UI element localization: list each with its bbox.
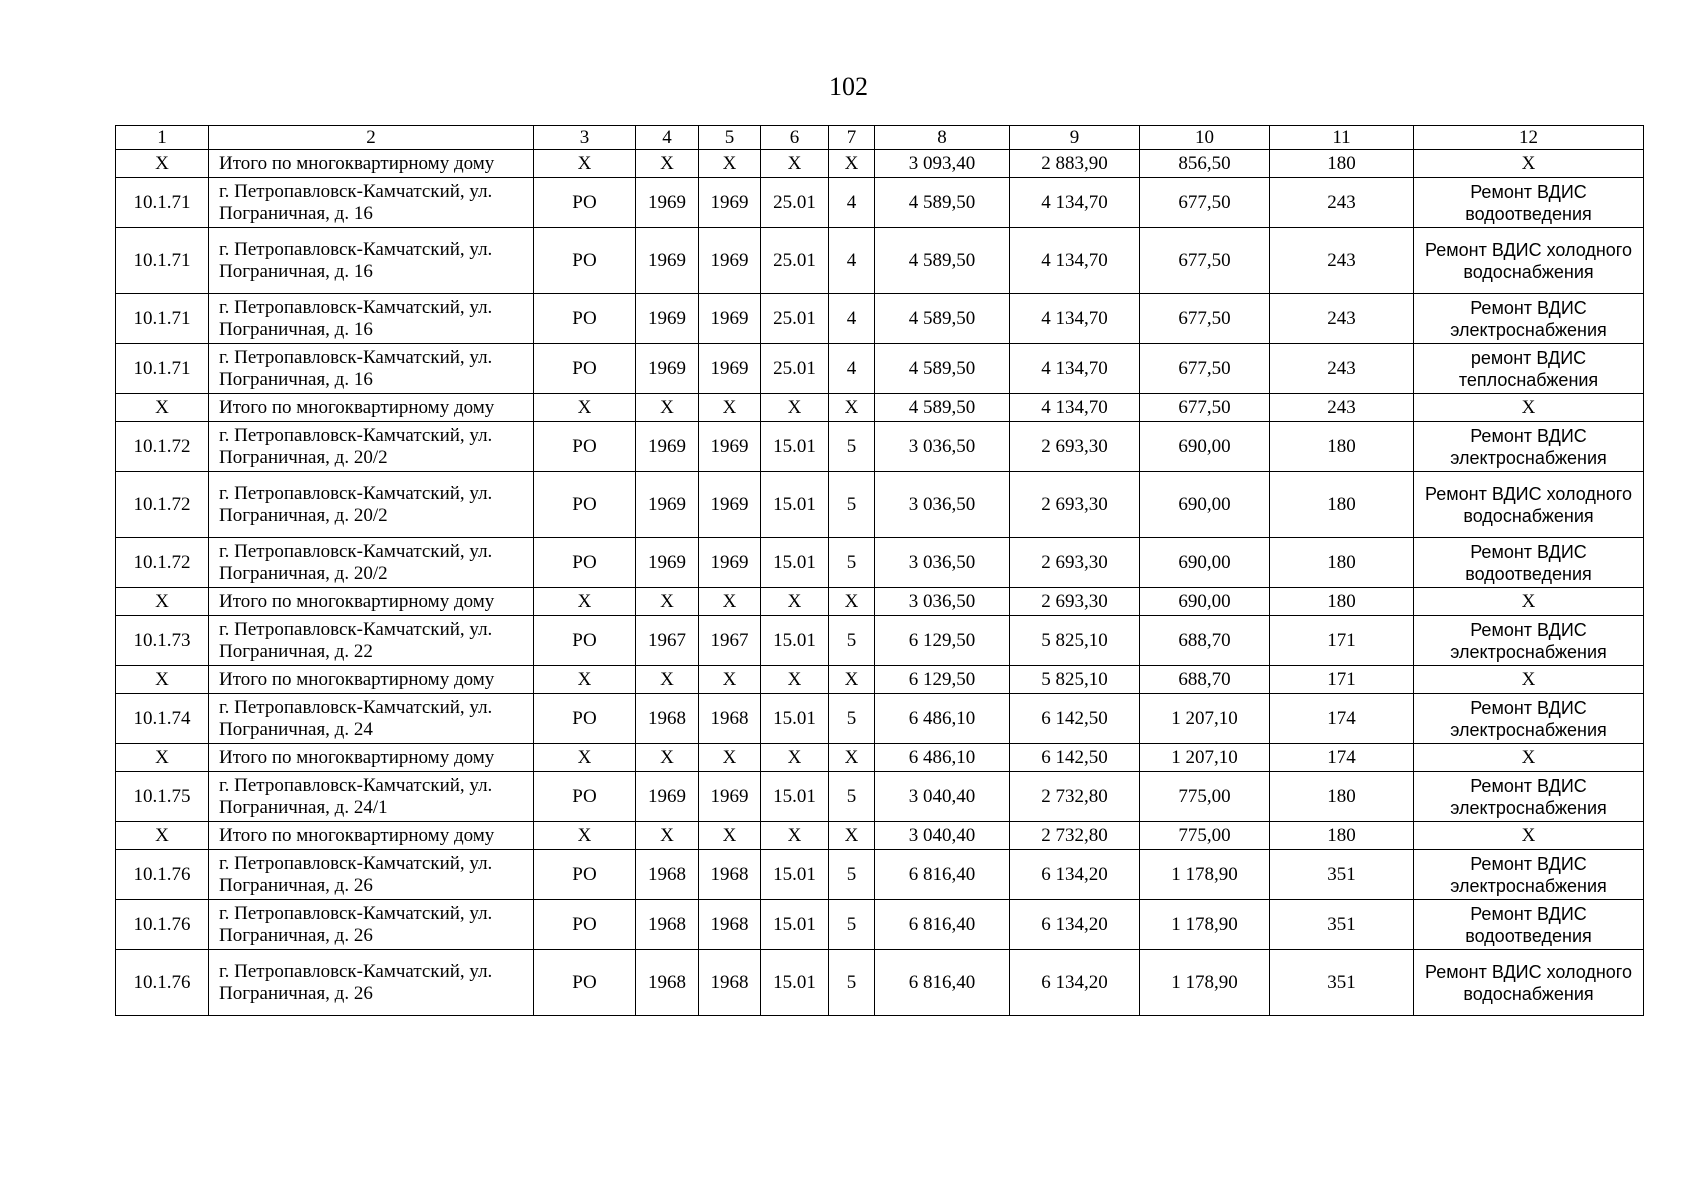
total-label: Итого по многоквартирному дому <box>209 822 534 850</box>
column-number: 1 <box>116 126 209 150</box>
nonresidential-area-cell: 856,50 <box>1140 150 1270 178</box>
ownership-type-cell: РО <box>534 850 636 900</box>
year-built-cell: 1968 <box>636 950 699 1016</box>
year-built-cell: 1969 <box>636 178 699 228</box>
nonresidential-area-cell: 677,50 <box>1140 294 1270 344</box>
floors-cell: X <box>829 822 875 850</box>
ownership-type-cell: РО <box>534 950 636 1016</box>
wall-material-cell: X <box>761 666 829 694</box>
residents-count-cell: 243 <box>1270 294 1414 344</box>
residents-count-cell: 351 <box>1270 900 1414 950</box>
item-number-cell: 10.1.71 <box>116 228 209 294</box>
year-built-cell: X <box>636 666 699 694</box>
year-built-cell: 1969 <box>636 228 699 294</box>
work-type-cell: Ремонт ВДИС холодного водоснабжения <box>1414 950 1644 1016</box>
table-row <box>116 850 1644 900</box>
residents-count-cell: 180 <box>1270 822 1414 850</box>
living-area-cell: 2 732,80 <box>1010 772 1140 822</box>
wall-material-cell: 15.01 <box>761 850 829 900</box>
total-area-cell: 4 589,50 <box>875 394 1010 422</box>
address-cell: г. Петропавловск-Камчатский, ул. Пограничная, д. 24/1 <box>209 772 534 822</box>
living-area-cell: 4 134,70 <box>1010 294 1140 344</box>
residents-count-cell: 171 <box>1270 616 1414 666</box>
residents-count-cell: 243 <box>1270 178 1414 228</box>
item-number-cell: 10.1.71 <box>116 178 209 228</box>
work-type-cell: ремонт ВДИС теплоснабжения <box>1414 344 1644 394</box>
year-commissioned-cell: 1969 <box>699 294 761 344</box>
address-cell: г. Петропавловск-Камчатский, ул. Пограничная, д. 16 <box>209 294 534 344</box>
table-row <box>116 178 1644 228</box>
address-cell: г. Петропавловск-Камчатский, ул. Пограничная, д. 26 <box>209 950 534 1016</box>
address-cell: г. Петропавловск-Камчатский, ул. Пограничная, д. 26 <box>209 850 534 900</box>
floors-cell: X <box>829 588 875 616</box>
living-area-cell: 4 134,70 <box>1010 344 1140 394</box>
ownership-type-cell: РО <box>534 344 636 394</box>
address-cell: г. Петропавловск-Камчатский, ул. Пограничная, д. 16 <box>209 228 534 294</box>
nonresidential-area-cell: 688,70 <box>1140 616 1270 666</box>
work-type-cell: Ремонт ВДИС электроснабжения <box>1414 850 1644 900</box>
total-row <box>116 744 1644 772</box>
work-type-cell: Ремонт ВДИС электроснабжения <box>1414 616 1644 666</box>
year-commissioned-cell: X <box>699 394 761 422</box>
ownership-type-cell: РО <box>534 772 636 822</box>
wall-material-cell: 25.01 <box>761 228 829 294</box>
floors-cell: 5 <box>829 538 875 588</box>
nonresidential-area-cell: 1 178,90 <box>1140 900 1270 950</box>
column-number: 4 <box>636 126 699 150</box>
nonresidential-area-cell: 1 207,10 <box>1140 694 1270 744</box>
year-commissioned-cell: 1969 <box>699 538 761 588</box>
residents-count-cell: 174 <box>1270 694 1414 744</box>
table-row <box>116 950 1644 1016</box>
nonresidential-area-cell: 677,50 <box>1140 394 1270 422</box>
year-commissioned-cell: X <box>699 744 761 772</box>
wall-material-cell: 25.01 <box>761 344 829 394</box>
address-cell: г. Петропавловск-Камчатский, ул. Пограничная, д. 26 <box>209 900 534 950</box>
item-number-cell: 10.1.72 <box>116 422 209 472</box>
floors-cell: 4 <box>829 344 875 394</box>
total-label: Итого по многоквартирному дому <box>209 394 534 422</box>
item-number-cell: X <box>116 394 209 422</box>
item-number-cell: 10.1.73 <box>116 616 209 666</box>
work-type-cell: Ремонт ВДИС водоотведения <box>1414 538 1644 588</box>
ownership-type-cell: X <box>534 822 636 850</box>
living-area-cell: 2 883,90 <box>1010 150 1140 178</box>
year-built-cell: X <box>636 394 699 422</box>
address-cell: г. Петропавловск-Камчатский, ул. Пограничная, д. 22 <box>209 616 534 666</box>
ownership-type-cell: РО <box>534 294 636 344</box>
wall-material-cell: X <box>761 822 829 850</box>
work-type-cell: Ремонт ВДИС холодного водоснабжения <box>1414 472 1644 538</box>
total-row <box>116 666 1644 694</box>
floors-cell: X <box>829 744 875 772</box>
nonresidential-area-cell: 688,70 <box>1140 666 1270 694</box>
year-commissioned-cell: 1968 <box>699 850 761 900</box>
ownership-type-cell: РО <box>534 228 636 294</box>
living-area-cell: 4 134,70 <box>1010 178 1140 228</box>
work-type-cell: Ремонт ВДИС электроснабжения <box>1414 422 1644 472</box>
item-number-cell: X <box>116 150 209 178</box>
living-area-cell: 6 134,20 <box>1010 900 1140 950</box>
total-area-cell: 6 129,50 <box>875 666 1010 694</box>
item-number-cell: 10.1.71 <box>116 294 209 344</box>
ownership-type-cell: РО <box>534 538 636 588</box>
floors-cell: X <box>829 666 875 694</box>
floors-cell: 5 <box>829 950 875 1016</box>
item-number-cell: 10.1.74 <box>116 694 209 744</box>
ownership-type-cell: РО <box>534 422 636 472</box>
year-built-cell: 1969 <box>636 472 699 538</box>
item-number-cell: 10.1.75 <box>116 772 209 822</box>
nonresidential-area-cell: 690,00 <box>1140 538 1270 588</box>
year-commissioned-cell: 1967 <box>699 616 761 666</box>
total-area-cell: 3 036,50 <box>875 422 1010 472</box>
year-built-cell: X <box>636 150 699 178</box>
living-area-cell: 6 142,50 <box>1010 694 1140 744</box>
total-label: Итого по многоквартирному дому <box>209 150 534 178</box>
floors-cell: 5 <box>829 850 875 900</box>
housing-repair-table <box>115 125 1644 1016</box>
total-area-cell: 3 040,40 <box>875 822 1010 850</box>
total-area-cell: 6 816,40 <box>875 950 1010 1016</box>
wall-material-cell: 15.01 <box>761 538 829 588</box>
table-row <box>116 616 1644 666</box>
total-area-cell: 6 816,40 <box>875 900 1010 950</box>
residents-count-cell: 243 <box>1270 228 1414 294</box>
living-area-cell: 4 134,70 <box>1010 394 1140 422</box>
year-built-cell: 1967 <box>636 616 699 666</box>
total-label: Итого по многоквартирному дому <box>209 588 534 616</box>
table-row <box>116 538 1644 588</box>
column-number: 3 <box>534 126 636 150</box>
wall-material-cell: 25.01 <box>761 294 829 344</box>
nonresidential-area-cell: 1 207,10 <box>1140 744 1270 772</box>
item-number-cell: 10.1.72 <box>116 472 209 538</box>
wall-material-cell: X <box>761 394 829 422</box>
nonresidential-area-cell: 677,50 <box>1140 228 1270 294</box>
ownership-type-cell: РО <box>534 616 636 666</box>
table-row <box>116 228 1644 294</box>
floors-cell: 5 <box>829 472 875 538</box>
column-number: 9 <box>1010 126 1140 150</box>
nonresidential-area-cell: 677,50 <box>1140 344 1270 394</box>
year-commissioned-cell: 1969 <box>699 472 761 538</box>
total-label: Итого по многоквартирному дому <box>209 744 534 772</box>
ownership-type-cell: X <box>534 394 636 422</box>
living-area-cell: 2 693,30 <box>1010 472 1140 538</box>
ownership-type-cell: X <box>534 666 636 694</box>
total-area-cell: 4 589,50 <box>875 294 1010 344</box>
residents-count-cell: 243 <box>1270 344 1414 394</box>
year-commissioned-cell: X <box>699 150 761 178</box>
year-commissioned-cell: 1968 <box>699 950 761 1016</box>
year-commissioned-cell: 1968 <box>699 694 761 744</box>
year-commissioned-cell: X <box>699 588 761 616</box>
work-type-cell: X <box>1414 150 1644 178</box>
wall-material-cell: 15.01 <box>761 616 829 666</box>
address-cell: г. Петропавловск-Камчатский, ул. Пограничная, д. 20/2 <box>209 472 534 538</box>
item-number-cell: 10.1.76 <box>116 900 209 950</box>
year-built-cell: 1969 <box>636 772 699 822</box>
residents-count-cell: 180 <box>1270 422 1414 472</box>
year-built-cell: 1969 <box>636 344 699 394</box>
year-built-cell: 1968 <box>636 850 699 900</box>
wall-material-cell: 15.01 <box>761 950 829 1016</box>
living-area-cell: 6 134,20 <box>1010 850 1140 900</box>
total-area-cell: 3 036,50 <box>875 472 1010 538</box>
wall-material-cell: 25.01 <box>761 178 829 228</box>
total-area-cell: 6 816,40 <box>875 850 1010 900</box>
total-label: Итого по многоквартирному дому <box>209 666 534 694</box>
column-number: 11 <box>1270 126 1414 150</box>
ownership-type-cell: РО <box>534 900 636 950</box>
column-number-row <box>116 126 1644 150</box>
residents-count-cell: 174 <box>1270 744 1414 772</box>
table-row <box>116 422 1644 472</box>
column-number: 2 <box>209 126 534 150</box>
residents-count-cell: 171 <box>1270 666 1414 694</box>
column-number: 8 <box>875 126 1010 150</box>
total-row <box>116 822 1644 850</box>
wall-material-cell: 15.01 <box>761 472 829 538</box>
wall-material-cell: 15.01 <box>761 422 829 472</box>
item-number-cell: 10.1.76 <box>116 950 209 1016</box>
floors-cell: 4 <box>829 294 875 344</box>
ownership-type-cell: X <box>534 150 636 178</box>
year-commissioned-cell: 1968 <box>699 900 761 950</box>
nonresidential-area-cell: 690,00 <box>1140 588 1270 616</box>
year-commissioned-cell: 1969 <box>699 228 761 294</box>
total-area-cell: 6 486,10 <box>875 694 1010 744</box>
year-built-cell: 1969 <box>636 422 699 472</box>
year-built-cell: X <box>636 744 699 772</box>
work-type-cell: X <box>1414 744 1644 772</box>
ownership-type-cell: X <box>534 744 636 772</box>
residents-count-cell: 180 <box>1270 150 1414 178</box>
total-area-cell: 3 040,40 <box>875 772 1010 822</box>
ownership-type-cell: РО <box>534 694 636 744</box>
year-built-cell: X <box>636 822 699 850</box>
work-type-cell: X <box>1414 822 1644 850</box>
address-cell: г. Петропавловск-Камчатский, ул. Пограничная, д. 24 <box>209 694 534 744</box>
year-commissioned-cell: 1969 <box>699 178 761 228</box>
table-body <box>116 126 1644 1016</box>
floors-cell: 5 <box>829 694 875 744</box>
floors-cell: 4 <box>829 178 875 228</box>
living-area-cell: 5 825,10 <box>1010 616 1140 666</box>
item-number-cell: 10.1.71 <box>116 344 209 394</box>
item-number-cell: X <box>116 744 209 772</box>
floors-cell: X <box>829 150 875 178</box>
floors-cell: 5 <box>829 900 875 950</box>
total-area-cell: 4 589,50 <box>875 344 1010 394</box>
table-row <box>116 294 1644 344</box>
wall-material-cell: X <box>761 588 829 616</box>
total-row <box>116 588 1644 616</box>
nonresidential-area-cell: 775,00 <box>1140 772 1270 822</box>
nonresidential-area-cell: 1 178,90 <box>1140 950 1270 1016</box>
work-type-cell: Ремонт ВДИС холодного водоснабжения <box>1414 228 1644 294</box>
total-area-cell: 4 589,50 <box>875 228 1010 294</box>
item-number-cell: 10.1.76 <box>116 850 209 900</box>
address-cell: г. Петропавловск-Камчатский, ул. Пограничная, д. 16 <box>209 178 534 228</box>
residents-count-cell: 351 <box>1270 850 1414 900</box>
column-number: 5 <box>699 126 761 150</box>
item-number-cell: X <box>116 588 209 616</box>
total-area-cell: 3 093,40 <box>875 150 1010 178</box>
column-number: 10 <box>1140 126 1270 150</box>
item-number-cell: X <box>116 666 209 694</box>
floors-cell: 5 <box>829 422 875 472</box>
nonresidential-area-cell: 690,00 <box>1140 472 1270 538</box>
total-area-cell: 6 486,10 <box>875 744 1010 772</box>
year-built-cell: 1969 <box>636 538 699 588</box>
table-row <box>116 472 1644 538</box>
residents-count-cell: 351 <box>1270 950 1414 1016</box>
table-row <box>116 900 1644 950</box>
work-type-cell: Ремонт ВДИС электроснабжения <box>1414 772 1644 822</box>
residents-count-cell: 180 <box>1270 472 1414 538</box>
living-area-cell: 6 134,20 <box>1010 950 1140 1016</box>
year-commissioned-cell: X <box>699 822 761 850</box>
column-number: 7 <box>829 126 875 150</box>
wall-material-cell: X <box>761 150 829 178</box>
total-area-cell: 6 129,50 <box>875 616 1010 666</box>
living-area-cell: 6 142,50 <box>1010 744 1140 772</box>
living-area-cell: 4 134,70 <box>1010 228 1140 294</box>
residents-count-cell: 243 <box>1270 394 1414 422</box>
table-row <box>116 344 1644 394</box>
ownership-type-cell: X <box>534 588 636 616</box>
year-built-cell: 1968 <box>636 900 699 950</box>
work-type-cell: X <box>1414 588 1644 616</box>
work-type-cell: Ремонт ВДИС водоотведения <box>1414 900 1644 950</box>
work-type-cell: Ремонт ВДИС электроснабжения <box>1414 694 1644 744</box>
living-area-cell: 2 693,30 <box>1010 538 1140 588</box>
year-built-cell: 1969 <box>636 294 699 344</box>
ownership-type-cell: РО <box>534 178 636 228</box>
floors-cell: 4 <box>829 228 875 294</box>
living-area-cell: 2 693,30 <box>1010 588 1140 616</box>
year-commissioned-cell: 1969 <box>699 422 761 472</box>
floors-cell: 5 <box>829 772 875 822</box>
total-row <box>116 150 1644 178</box>
nonresidential-area-cell: 690,00 <box>1140 422 1270 472</box>
year-commissioned-cell: 1969 <box>699 772 761 822</box>
total-area-cell: 3 036,50 <box>875 588 1010 616</box>
address-cell: г. Петропавловск-Камчатский, ул. Пограничная, д. 20/2 <box>209 422 534 472</box>
nonresidential-area-cell: 1 178,90 <box>1140 850 1270 900</box>
nonresidential-area-cell: 677,50 <box>1140 178 1270 228</box>
address-cell: г. Петропавловск-Камчатский, ул. Пограничная, д. 20/2 <box>209 538 534 588</box>
total-area-cell: 3 036,50 <box>875 538 1010 588</box>
ownership-type-cell: РО <box>534 472 636 538</box>
total-row <box>116 394 1644 422</box>
residents-count-cell: 180 <box>1270 588 1414 616</box>
floors-cell: 5 <box>829 616 875 666</box>
address-cell: г. Петропавловск-Камчатский, ул. Пограничная, д. 16 <box>209 344 534 394</box>
floors-cell: X <box>829 394 875 422</box>
total-area-cell: 4 589,50 <box>875 178 1010 228</box>
year-built-cell: 1968 <box>636 694 699 744</box>
year-commissioned-cell: 1969 <box>699 344 761 394</box>
table-row <box>116 772 1644 822</box>
residents-count-cell: 180 <box>1270 772 1414 822</box>
living-area-cell: 2 693,30 <box>1010 422 1140 472</box>
column-number: 12 <box>1414 126 1644 150</box>
table-row <box>116 694 1644 744</box>
column-number: 6 <box>761 126 829 150</box>
wall-material-cell: X <box>761 744 829 772</box>
work-type-cell: X <box>1414 394 1644 422</box>
wall-material-cell: 15.01 <box>761 694 829 744</box>
living-area-cell: 5 825,10 <box>1010 666 1140 694</box>
work-type-cell: Ремонт ВДИС водоотведения <box>1414 178 1644 228</box>
work-type-cell: Ремонт ВДИС электроснабжения <box>1414 294 1644 344</box>
year-commissioned-cell: X <box>699 666 761 694</box>
living-area-cell: 2 732,80 <box>1010 822 1140 850</box>
wall-material-cell: 15.01 <box>761 772 829 822</box>
item-number-cell: 10.1.72 <box>116 538 209 588</box>
residents-count-cell: 180 <box>1270 538 1414 588</box>
wall-material-cell: 15.01 <box>761 900 829 950</box>
page-number: 102 <box>829 72 868 101</box>
year-built-cell: X <box>636 588 699 616</box>
item-number-cell: X <box>116 822 209 850</box>
nonresidential-area-cell: 775,00 <box>1140 822 1270 850</box>
work-type-cell: X <box>1414 666 1644 694</box>
